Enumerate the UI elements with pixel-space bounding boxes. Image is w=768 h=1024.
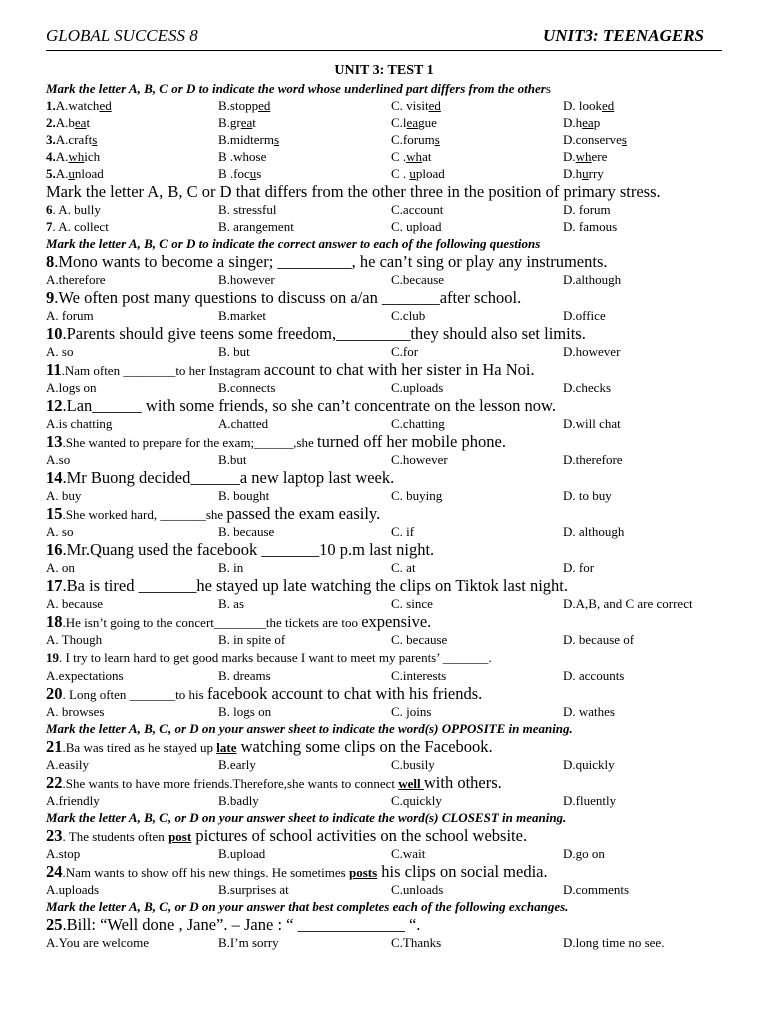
question-25 [46, 915, 728, 934]
underlined-part: ea [74, 115, 87, 130]
underlined-part: ed [99, 98, 112, 113]
option-a [46, 218, 109, 235]
option-d: D.fluently [563, 793, 617, 808]
options-row [46, 595, 728, 612]
question-text: with others. [423, 773, 502, 792]
option-c: C. joins [391, 704, 432, 719]
question-number: 2. [46, 115, 56, 130]
option-a: A.expectations [46, 668, 124, 683]
question-number: 24 [46, 862, 63, 881]
option-prefix: D. [563, 149, 576, 164]
option-prefix: D. look [563, 98, 602, 113]
option-a: A.so [46, 452, 71, 467]
option-a: A.easily [46, 757, 89, 772]
option-d: D.will chat [563, 416, 621, 431]
option-d: D. wathes [563, 704, 615, 719]
question-15 [46, 504, 728, 523]
option-b: B. but [218, 344, 250, 359]
closest-questions [46, 826, 728, 898]
options-row [46, 415, 728, 432]
option-d: D.quickly [563, 757, 615, 772]
section-instruction-pronunciation: Mark the letter A, B, C or D to indicate the word whose underlined part differs from the others [46, 81, 551, 96]
question-23 [46, 826, 728, 845]
option-c: C.unloads [391, 882, 444, 897]
question-number: 7 [46, 219, 53, 234]
pronunciation-row [46, 97, 728, 114]
option-a: A.therefore [46, 272, 106, 287]
option-b: B. as [218, 596, 244, 611]
option-c: C.busily [391, 757, 435, 772]
question-number: 6 [46, 202, 53, 217]
options-row [46, 451, 728, 468]
question-number: 1. [46, 98, 56, 113]
option-suffix: ere [591, 149, 608, 164]
options-row [46, 379, 728, 396]
question-8 [46, 252, 728, 271]
question-text: facebook account to chat with his friends. [206, 684, 483, 703]
section-instruction-grammar: Mark the letter A, B, C or D to indicate the correct answer to each of the following questions [46, 236, 541, 251]
question-9 [46, 288, 728, 307]
option-c: C.uploads [391, 380, 444, 395]
option-suffix: s [256, 166, 262, 181]
question-text-small: .She wants to have more friends.Therefore,she wants to connect [62, 776, 399, 791]
underlined-part: s [621, 132, 627, 147]
option-b: B. in [218, 560, 244, 575]
option-a: A. Though [46, 632, 103, 647]
question-22 [46, 773, 728, 792]
option-c: C. buying [391, 488, 443, 503]
underlined-part: ed [258, 98, 271, 113]
option-suffix: pload [415, 166, 445, 181]
question-number: 8 [46, 252, 55, 271]
underlined-part: ea [406, 115, 419, 130]
option-c: C. because [391, 632, 448, 647]
option-c [391, 165, 445, 182]
question-number: 5. [46, 166, 56, 181]
question-text-small: .Nam often ________to her Instagram [61, 363, 264, 378]
options-row [46, 667, 728, 684]
question-text: .Ba is tired _______he stayed up late watching the clips on Tiktok last night. [62, 576, 568, 595]
question-text-small: .She worked hard, _______she [62, 507, 227, 522]
question-text-small: . The students often [62, 829, 169, 844]
option-a: A. forum [46, 308, 94, 323]
stress-row [46, 218, 728, 235]
option-d: D.comments [563, 882, 630, 897]
option-a [46, 148, 100, 165]
options-row [46, 307, 728, 324]
underlined-part: wh [406, 149, 423, 164]
question-13 [46, 432, 728, 451]
options-row [46, 271, 728, 288]
pronunciation-questions [46, 97, 728, 182]
underlined-part: u [68, 166, 75, 181]
key-word: posts [348, 865, 378, 880]
pronunciation-row [46, 131, 728, 148]
question-text: expensive. [361, 612, 432, 631]
option-b: B.surprises at [218, 882, 289, 897]
question-text: .Mr Buong decided______a new laptop last week. [62, 468, 395, 487]
question-number: 17 [46, 576, 63, 595]
option-c: C.because [391, 272, 445, 287]
option-prefix: C . [391, 149, 407, 164]
option-d: D.however [563, 344, 621, 359]
option-a: A.logs on [46, 380, 97, 395]
option-a: A. browses [46, 704, 105, 719]
option-c: C. since [391, 596, 433, 611]
option-prefix: A.watch [55, 98, 100, 113]
section-instruction-stress: Mark the letter A, B, C or D that differs from the other three in the position of primary stress. [46, 182, 661, 201]
question-number: 4. [46, 149, 56, 164]
option-c: C.club [391, 308, 426, 323]
option-b [218, 148, 266, 165]
question-text: his clips on social media. [377, 862, 548, 881]
option-b: B.early [218, 757, 256, 772]
option-prefix: B.stopp [218, 98, 259, 113]
question-number: 23 [46, 826, 63, 845]
option-text: . A. collect [52, 219, 109, 234]
underlined-part: wh [68, 149, 85, 164]
option-c: C. at [391, 560, 416, 575]
book-title: GLOBAL SUCCESS 8 [46, 26, 198, 45]
option-a [46, 201, 101, 218]
option-d: D. accounts [563, 668, 625, 683]
section-instruction-exchanges: Mark the letter A, B, C, or D on your answer that best completes each of the following exchanges. [46, 899, 569, 914]
question-24 [46, 862, 728, 881]
option-b: B. in spite of [218, 632, 286, 647]
option-b [218, 97, 270, 114]
option-d: D.therefore [563, 452, 623, 467]
question-number: 3. [46, 132, 56, 147]
option-d [563, 114, 600, 131]
test-title: UNIT 3: TEST 1 [334, 63, 434, 78]
unit-title: UNIT3: TEENAGERS [542, 26, 704, 45]
option-b: B.badly [218, 793, 259, 808]
question-text: turned off her mobile phone. [317, 432, 506, 451]
pronunciation-row [46, 165, 728, 182]
option-b [218, 114, 256, 131]
question-number: 13 [46, 432, 63, 451]
option-d: D. although [563, 524, 625, 539]
page-header [46, 26, 722, 51]
option-suffix: ich [84, 149, 101, 164]
options-row [46, 792, 728, 809]
question-10 [46, 324, 728, 343]
question-number: 22 [46, 773, 63, 792]
underlined-part: s [92, 132, 98, 147]
opposite-questions [46, 737, 728, 809]
stress-row [46, 201, 728, 218]
options-row [46, 756, 728, 773]
option-c: C.quickly [391, 793, 442, 808]
option-b: B.upload [218, 846, 266, 861]
option-prefix: A.craft [55, 132, 93, 147]
option-prefix: A. [55, 149, 69, 164]
options-row [46, 631, 728, 648]
question-20 [46, 684, 728, 703]
underlined-part: ed [602, 98, 615, 113]
question-21 [46, 737, 728, 756]
option-prefix: B .foc [218, 166, 250, 181]
question-text: .Lan______ with some friends, so she can’t concentrate on the lesson now. [62, 396, 557, 415]
question-number: 21 [46, 737, 63, 756]
question-text-small: . I try to learn hard to get good marks because I want to meet my parents’ _______. [59, 650, 492, 665]
underlined-part: wh [575, 149, 592, 164]
question-18 [46, 612, 728, 631]
question-text: watching some clips on the Facebook. [236, 737, 493, 756]
question-text: .Mr.Quang used the facebook _______10 p.m last night. [62, 540, 435, 559]
option-d: D.although [563, 272, 622, 287]
option-b: B. because [218, 524, 275, 539]
question-text: pictures of school activities on the school website. [191, 826, 528, 845]
option-b: B.however [218, 272, 275, 287]
options-row [46, 934, 728, 951]
option-c [391, 131, 440, 148]
question-text: .Mono wants to become a singer; _________, he can’t sing or play any instruments. [54, 252, 608, 271]
option-c: C.for [391, 344, 419, 359]
option-d: D. for [563, 560, 595, 575]
option-a [46, 114, 90, 131]
underlined-part: s [273, 132, 280, 147]
underlined-part: s [434, 132, 440, 147]
underlined-part: u [249, 166, 257, 181]
option-c: C.account [391, 202, 444, 217]
options-row [46, 845, 728, 862]
question-number: 10 [46, 324, 63, 343]
option-a: A. so [46, 344, 74, 359]
option-a: A.uploads [46, 882, 100, 897]
option-prefix: B.midterm [218, 132, 274, 147]
options-row [46, 343, 728, 360]
key-word: well [398, 776, 424, 791]
option-a: A. so [46, 524, 74, 539]
section-instruction-opposite: Mark the letter A, B, C, or D on your answer sheet to indicate the word(s) OPPOSITE in meaning. [46, 721, 573, 736]
option-prefix: C.forum [391, 132, 435, 147]
exchange-questions [46, 915, 728, 951]
option-a: A.stop [46, 846, 81, 861]
option-b: B. bought [218, 488, 270, 503]
option-prefix: A.b [55, 115, 75, 130]
option-a [46, 97, 112, 114]
key-word: late [216, 740, 237, 755]
option-c: C. if [391, 524, 415, 539]
option-prefix: D.h [563, 166, 583, 181]
stress-questions [46, 201, 728, 235]
question-19 [46, 648, 728, 667]
question-number: 18 [46, 612, 63, 631]
option-a: A. on [46, 560, 75, 575]
question-number: 20 [46, 684, 63, 703]
option-d: D.long time no see. [563, 935, 665, 950]
option-b: B. logs on [218, 704, 272, 719]
option-b: B. arangement [218, 219, 294, 234]
options-row [46, 703, 728, 720]
section-instruction-closest: Mark the letter A, B, C, or D on your answer sheet to indicate the word(s) CLOSEST in meaning. [46, 810, 567, 825]
option-suffix: t [86, 115, 91, 130]
option-b: A.chatted [218, 416, 269, 431]
option-prefix: C . [391, 166, 410, 181]
options-row [46, 881, 728, 898]
question-text-small: .Nam wants to show off his new things. He sometimes [62, 865, 349, 880]
option-prefix: C.l [391, 115, 407, 130]
option-d [563, 148, 607, 165]
option-b: B.market [218, 308, 267, 323]
option-c: C.wait [391, 846, 426, 861]
question-number: 25 [46, 915, 63, 934]
question-number: 9 [46, 288, 55, 307]
option-prefix: B .whose [218, 149, 267, 164]
option-a: A. because [46, 596, 104, 611]
question-number: 16 [46, 540, 63, 559]
option-d: D. because of [563, 632, 635, 647]
option-c [391, 148, 431, 165]
question-text-small: .She wanted to prepare for the exam;______,she [62, 435, 318, 450]
pronunciation-row [46, 114, 728, 131]
question-number: 11 [46, 360, 62, 379]
options-row [46, 559, 728, 576]
question-number: 14 [46, 468, 63, 487]
option-d [563, 165, 604, 182]
underlined-part: u [409, 166, 416, 181]
option-d: D. forum [563, 202, 611, 217]
question-text-small: .He isn’t going to the concert________the tickets are too [62, 615, 362, 630]
option-text: . A. bully [52, 202, 101, 217]
key-word: post [168, 829, 192, 844]
question-14 [46, 468, 728, 487]
underlined-part: u [582, 166, 589, 181]
question-text: .We often post many questions to discuss on a/an _______after school. [54, 288, 522, 307]
option-b: B. stressful [218, 202, 277, 217]
question-text: account to chat with her sister in Ha Noi. [263, 360, 535, 379]
underlined-part: ea [582, 115, 594, 130]
option-c: C.interests [391, 668, 447, 683]
option-d: D.go on [563, 846, 605, 861]
option-d [563, 97, 614, 114]
option-d: D. to buy [563, 488, 612, 503]
options-row [46, 487, 728, 504]
option-suffix: nload [74, 166, 104, 181]
option-prefix: A. [55, 166, 69, 181]
question-text: .Parents should give teens some freedom,_________they should also set limits. [62, 324, 586, 343]
option-a: A. buy [46, 488, 82, 503]
question-text: .Bill: “Well done , Jane”. – Jane : “ _____________ “. [62, 915, 421, 934]
question-number: 15 [46, 504, 63, 523]
underlined-part: ea [240, 115, 253, 130]
question-text-small: . Long often _______to his [62, 687, 207, 702]
option-a [46, 131, 97, 148]
option-prefix: B.gr [218, 115, 241, 130]
option-b [218, 131, 279, 148]
option-b: B. dreams [218, 668, 271, 683]
question-16 [46, 540, 728, 559]
option-b: B.connects [218, 380, 276, 395]
option-d: D.checks [563, 380, 612, 395]
option-c: C.Thanks [391, 935, 442, 950]
option-prefix: D.h [563, 115, 583, 130]
underlined-part: ed [428, 98, 441, 113]
option-d: D.A,B, and C are correct [563, 596, 693, 611]
option-prefix: D.conserve [563, 132, 622, 147]
option-b [218, 165, 261, 182]
option-b: B.but [218, 452, 247, 467]
option-a: A.friendly [46, 793, 100, 808]
option-c: C.chatting [391, 416, 445, 431]
option-c [391, 114, 437, 131]
option-prefix: C. visit [391, 98, 429, 113]
option-suffix: at [422, 149, 432, 164]
option-d [563, 131, 627, 148]
question-number: 12 [46, 396, 63, 415]
option-a: A.is chatting [46, 416, 113, 431]
question-11 [46, 360, 728, 379]
options-row [46, 523, 728, 540]
option-d: D.office [563, 308, 606, 323]
option-d: D. famous [563, 219, 618, 234]
grammar-questions [46, 252, 728, 720]
option-a: A.You are welcome [46, 935, 150, 950]
option-c: C. upload [391, 219, 442, 234]
question-12 [46, 396, 728, 415]
question-text-small: .Ba was tired as he stayed up [62, 740, 217, 755]
question-number: 19 [46, 650, 59, 665]
option-c [391, 97, 441, 114]
option-b: B.I’m sorry [218, 935, 279, 950]
option-c: C.however [391, 452, 448, 467]
option-suffix: p [593, 115, 601, 130]
option-suffix: rry [588, 166, 604, 181]
test-content [46, 80, 728, 951]
option-suffix: t [252, 115, 256, 130]
pronunciation-row [46, 148, 728, 165]
question-text: passed the exam easily. [226, 504, 381, 523]
option-suffix: gue [418, 115, 437, 130]
question-17 [46, 576, 728, 595]
option-a [46, 165, 104, 182]
